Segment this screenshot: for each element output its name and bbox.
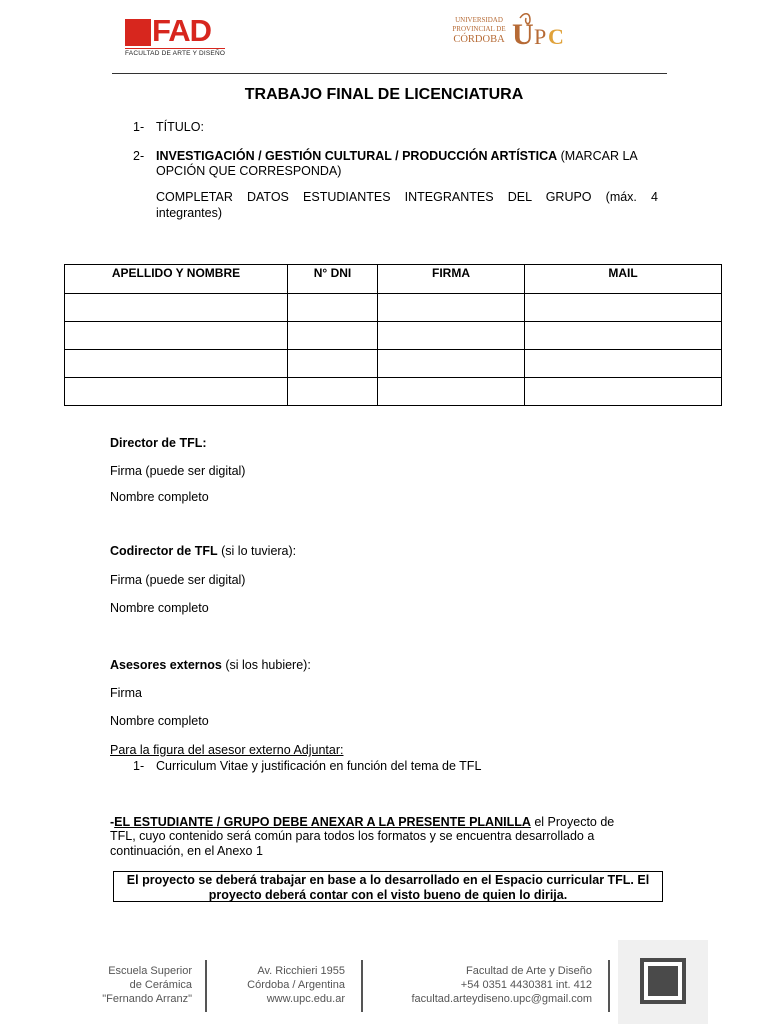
footer-address-line3: www.upc.edu.ar [266, 993, 345, 1005]
footer-column-address [220, 964, 345, 1006]
cell-dni[interactable] [288, 322, 378, 350]
header-apellido-nombre: APELLIDO Y NOMBRE [65, 265, 288, 294]
cell-dni[interactable] [288, 350, 378, 378]
footer-divider-1 [205, 960, 207, 1012]
item-2-line2: OPCIÓN QUE CORRESPONDA) [156, 164, 342, 178]
anexo-bold-underline: EL ESTUDIANTE / GRUPO DEBE ANEXAR A LA PRESENTE PLANILLA [114, 815, 531, 829]
table-row [65, 350, 722, 378]
header-mail: MAIL [525, 265, 722, 294]
table-row [65, 378, 722, 406]
asesores-suffix: (si los hubiere): [221, 658, 311, 672]
footer-escuela-line1: Escuela Superior [108, 965, 192, 977]
anexo-rest: el Proyecto de [530, 815, 615, 829]
asesores-title: Asesores externos [110, 658, 222, 672]
complete-data-line1: COMPLETAR DATOS ESTUDIANTES INTEGRANTES DEL GRUPO (máx. 4 [156, 190, 658, 204]
item-2-number: 2- [133, 149, 145, 163]
upc-logo [444, 8, 568, 58]
cell-apellido-nombre[interactable] [65, 350, 288, 378]
cell-apellido-nombre[interactable] [65, 322, 288, 350]
cell-mail[interactable] [525, 294, 722, 322]
asesores-item-1 [133, 759, 481, 774]
table-row [65, 322, 722, 350]
footer-escuela-line2: de Cerámica [129, 979, 192, 991]
cell-dni[interactable] [288, 294, 378, 322]
asesores-item-number: 1- [133, 759, 145, 773]
notice-line2: proyecto deberá contar con el visto bueno de quien lo dirija. [208, 888, 568, 902]
svg-text:C: C [548, 24, 564, 49]
director-title: Director de TFL: [110, 436, 207, 450]
footer-address-line1: Av. Ricchieri 1955 [257, 965, 345, 977]
table-header-row [65, 265, 722, 294]
upc-logo-line3: CÓRDOBA [453, 34, 505, 45]
footer-contact-line3: facultad.arteydiseno.upc@gmail.com [411, 993, 592, 1005]
footer-divider-2 [361, 960, 363, 1012]
fad-logo-subtitle: FACULTAD DE ARTE Y DISEÑO [125, 50, 226, 57]
cell-firma[interactable] [378, 294, 525, 322]
fad-logo-text: FAD [152, 13, 211, 48]
footer-column-contact [380, 964, 592, 1006]
upc-logo-line2: PROVINCIAL DE [452, 25, 506, 33]
footer-contact-line1: Facultad de Arte y Diseño [466, 965, 592, 977]
item-1-text: TÍTULO: [156, 120, 204, 134]
anexo-line1 [110, 815, 614, 830]
anexo-prefix: - [110, 815, 115, 829]
director-firma: Firma (puede ser digital) [110, 464, 246, 478]
codirector-suffix: (si lo tuviera): [217, 544, 297, 558]
cell-apellido-nombre[interactable] [65, 378, 288, 406]
asesores-heading [110, 658, 311, 673]
notice-line1: El proyecto se deberá trabajar en base a lo desarrollado en el Espacio curricular TFL. El [126, 873, 650, 887]
upc-logo-mark [510, 10, 568, 54]
asesores-adjuntar: Para la figura del asesor externo Adjuntar: [110, 743, 344, 757]
students-table [64, 264, 722, 406]
header-dni: N° DNI [288, 265, 378, 294]
director-nombre: Nombre completo [110, 490, 209, 504]
item-1 [133, 120, 204, 135]
footer-escuela-line3: "Fernando Arranz" [102, 993, 192, 1005]
footer-square-logo-icon [640, 958, 686, 1004]
item-1-number: 1- [133, 120, 145, 134]
cell-firma[interactable] [378, 322, 525, 350]
item-2-rest: (MARCAR LA [557, 149, 638, 163]
cell-dni[interactable] [288, 378, 378, 406]
footer-contact-line2: +54 0351 4430381 int. 412 [460, 979, 592, 991]
asesores-nombre: Nombre completo [110, 714, 209, 728]
footer-square-logo-inner [648, 966, 678, 996]
fad-logo-red-square [125, 19, 151, 46]
codirector-heading [110, 544, 296, 559]
cell-mail[interactable] [525, 322, 722, 350]
header-firma: FIRMA [378, 265, 525, 294]
svg-text:P: P [534, 24, 547, 49]
cell-firma[interactable] [378, 350, 525, 378]
codirector-firma: Firma (puede ser digital) [110, 573, 246, 587]
codirector-nombre: Nombre completo [110, 601, 209, 615]
asesores-item-text: Curriculum Vitae y justificación en función del tema de TFL [156, 759, 482, 773]
upc-logo-line1: UNIVERSIDAD [455, 16, 503, 24]
cell-mail[interactable] [525, 350, 722, 378]
anexo-line3: continuación, en el Anexo 1 [110, 844, 263, 858]
cell-mail[interactable] [525, 378, 722, 406]
item-2-bold-text: INVESTIGACIÓN / GESTIÓN CULTURAL / PRODUCCIÓN ARTÍSTICA [156, 149, 558, 163]
asesores-firma: Firma [110, 686, 142, 700]
item-2 [133, 149, 663, 164]
complete-data-line2: integrantes) [156, 206, 223, 220]
svg-text:U: U [512, 18, 534, 51]
header-divider [112, 73, 667, 74]
upc-logo-text [450, 16, 508, 46]
notice-box [113, 871, 663, 902]
footer-divider-3 [608, 960, 610, 1012]
codirector-title: Codirector de TFL [110, 544, 218, 558]
document-title: TRABAJO FINAL DE LICENCIATURA [244, 86, 524, 103]
table-row [65, 294, 722, 322]
anexo-line2: TFL, cuyo contenido será común para todos los formatos y se encuentra desarrollado a [110, 829, 595, 843]
footer-column-escuela [70, 964, 192, 1006]
cell-firma[interactable] [378, 378, 525, 406]
footer-address-line2: Córdoba / Argentina [247, 979, 345, 991]
cell-apellido-nombre[interactable] [65, 294, 288, 322]
fad-logo [125, 13, 226, 57]
